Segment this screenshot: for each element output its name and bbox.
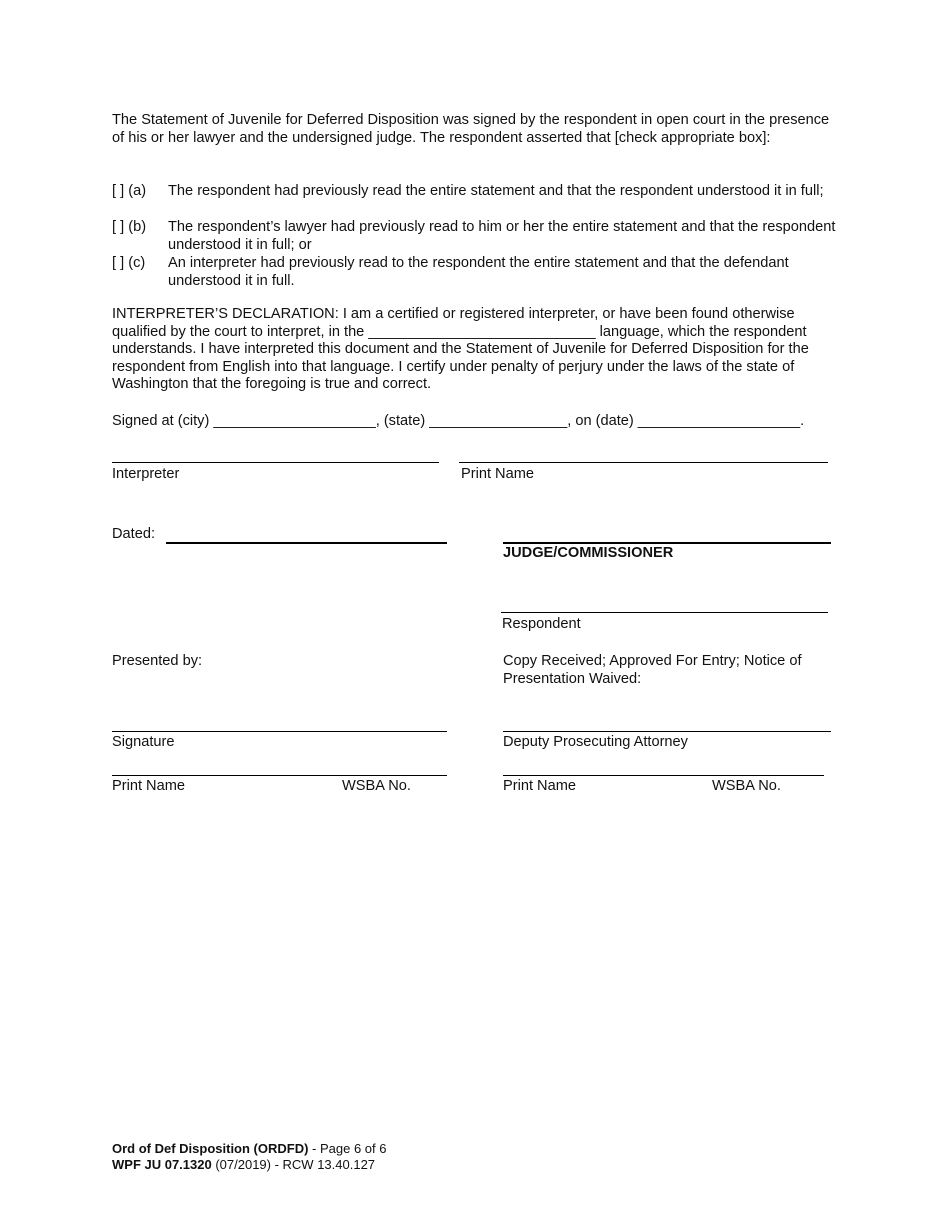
deputy-print-name-line[interactable]	[503, 775, 824, 776]
judge-label: JUDGE/COMMISSIONER	[503, 545, 674, 561]
footer-line-2	[112, 1157, 375, 1173]
footer-line-1	[112, 1141, 387, 1157]
judge-signature-line[interactable]	[503, 542, 831, 544]
option-b-text: The respondent’s lawyer had previously read to him or her the entire statement and that the respondent understood it in full; or	[168, 219, 836, 253]
deputy-prosecuting-attorney-label: Deputy Prosecuting Attorney	[503, 734, 688, 750]
deputy-signature-line[interactable]	[503, 731, 831, 732]
deputy-print-name-label: Print Name	[503, 778, 576, 794]
signed-at-line[interactable]: Signed at (city) ____________________, (state) _________________, on (date) ____________________.	[112, 413, 805, 429]
presenter-print-name-line[interactable]	[112, 775, 447, 776]
interpreter-print-name-label: Print Name	[461, 466, 534, 482]
respondent-label: Respondent	[502, 616, 581, 632]
checkbox-option-b[interactable]: [ ] (b)	[112, 219, 147, 235]
presenter-print-name-label: Print Name	[112, 778, 185, 794]
checkbox-option-a[interactable]: [ ] (a)	[112, 183, 147, 199]
signature-label: Signature	[112, 734, 175, 750]
option-a-text: The respondent had previously read the entire statement and that the respondent understood it in full;	[168, 183, 824, 199]
footer-form-rest: (07/2019) - RCW 13.40.127	[211, 1157, 376, 1172]
presenter-wsba-label: WSBA No.	[342, 778, 411, 794]
copy-received-label: Copy Received; Approved For Entry; Notice of Presentation Waived:	[503, 653, 802, 687]
interpreter-label: Interpreter	[112, 466, 180, 482]
interpreter-print-name-line[interactable]	[459, 462, 828, 463]
dated-line[interactable]	[166, 542, 447, 544]
interpreter-declaration: INTERPRETER’S DECLARATION: I am a certified or registered interpreter, or have been found otherwise qualified by the court to interpret, in the ____________________________ language, which the respondent understands. I have interpreted this document and the Statement of Juvenile for Deferred Disposition for the respondent from English into that language. I certify under penalty of perjury under the laws of the state of Washington that the foregoing is true and correct.	[112, 306, 809, 392]
presented-by-label: Presented by:	[112, 653, 203, 669]
dated-label: Dated:	[112, 526, 155, 542]
respondent-signature-line[interactable]	[501, 612, 828, 613]
presenter-signature-line[interactable]	[112, 731, 447, 732]
footer-page-info: - Page 6 of 6	[308, 1141, 387, 1156]
footer-form-title: Ord of Def Disposition (ORDFD)	[112, 1141, 309, 1156]
intro-paragraph: The Statement of Juvenile for Deferred Disposition was signed by the respondent in open court in the presence of his or her lawyer and the undersigned judge. The respondent asserted that [check appropriate box]:	[112, 112, 830, 146]
checkbox-option-c[interactable]: [ ] (c)	[112, 255, 146, 271]
option-c-text: An interpreter had previously read to the respondent the entire statement and that the defendant understood it in full.	[168, 255, 789, 289]
interpreter-signature-line[interactable]	[112, 462, 439, 463]
deputy-wsba-label: WSBA No.	[712, 778, 781, 794]
footer-form-code: WPF JU 07.1320	[112, 1157, 212, 1172]
